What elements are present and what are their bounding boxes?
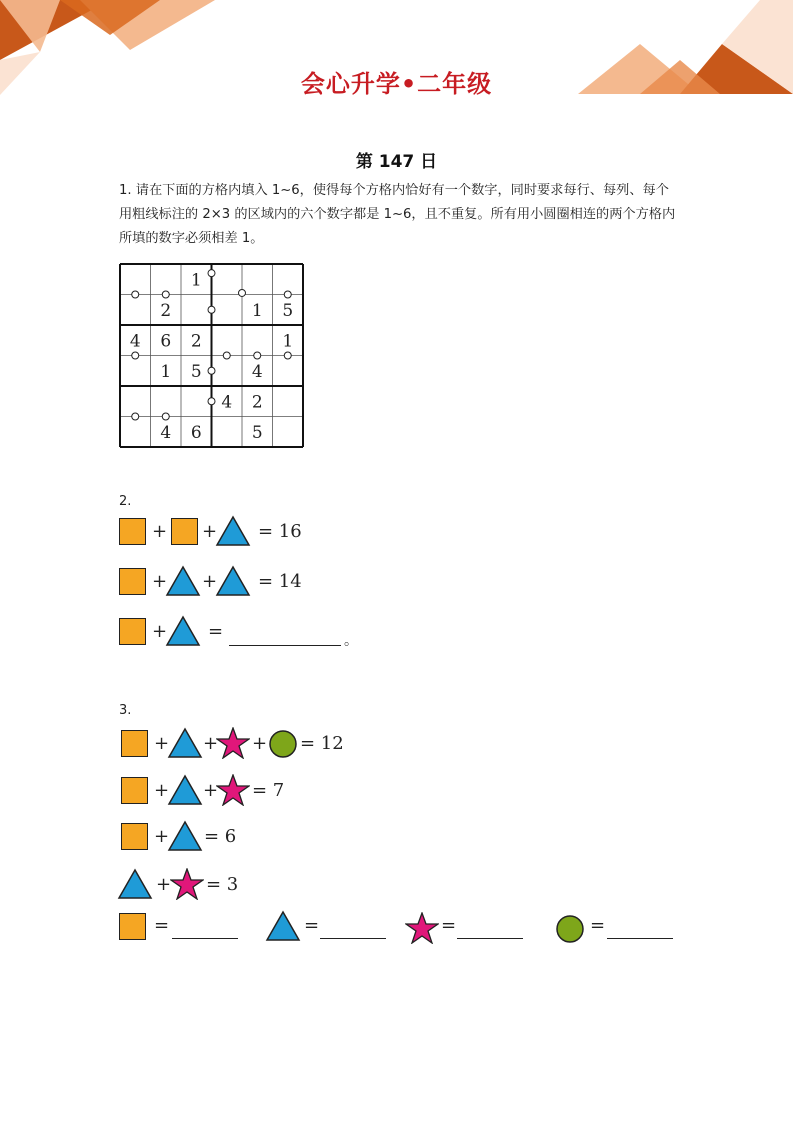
- plus-sign: +: [154, 826, 170, 847]
- grid-cell[interactable]: [212, 356, 243, 387]
- grid-cell[interactable]: [242, 325, 273, 356]
- grid-cell[interactable]: [181, 386, 212, 417]
- grid-number: 2: [160, 300, 172, 321]
- grid-number: 4: [221, 392, 233, 413]
- triangle-icon: [167, 774, 203, 806]
- grid-cell[interactable]: [273, 356, 304, 387]
- grid-cell[interactable]: [181, 295, 212, 326]
- equation-result: = 3: [206, 874, 239, 895]
- grid-cell[interactable]: [120, 417, 151, 448]
- square-icon: [121, 823, 148, 850]
- plus-sign: +: [203, 733, 219, 754]
- equation-result: = 16: [258, 521, 302, 542]
- equals-sign: =: [154, 915, 170, 936]
- grid-cell[interactable]: [212, 264, 243, 295]
- grid-number: 4: [160, 422, 172, 443]
- triangle-icon: [165, 615, 201, 647]
- period-mark: 。: [344, 633, 358, 649]
- grid-cell[interactable]: [120, 386, 151, 417]
- grid-number: 1: [160, 361, 172, 382]
- brand-title: 会心升学•二年级: [300, 70, 493, 98]
- triangle-icon: [165, 565, 201, 597]
- connector-dot: [284, 291, 291, 298]
- connector-dot: [208, 367, 215, 374]
- grid-number: 5: [190, 361, 202, 382]
- answer-blank[interactable]: [229, 645, 341, 646]
- plus-sign: +: [203, 780, 219, 801]
- grid-cell[interactable]: [120, 356, 151, 387]
- connector-dot: [162, 291, 169, 298]
- square-icon: [119, 568, 146, 595]
- grid-number: 6: [160, 331, 172, 352]
- grid-cell[interactable]: [120, 295, 151, 326]
- connector-dot: [132, 413, 139, 420]
- grid-number: 6: [190, 422, 202, 443]
- grid-number: 1: [251, 300, 263, 321]
- grid-cell[interactable]: [151, 386, 182, 417]
- connector-dot: [284, 352, 291, 359]
- grid-cell[interactable]: [151, 264, 182, 295]
- plus-sign: +: [252, 733, 268, 754]
- plus-sign: +: [152, 621, 168, 642]
- answer-blank-triangle[interactable]: [320, 938, 386, 939]
- question-3-label: 3.: [119, 703, 132, 718]
- grid-cell[interactable]: [212, 295, 243, 326]
- grid-cell[interactable]: [120, 264, 151, 295]
- triangle-icon: [167, 727, 203, 759]
- connector-dot: [208, 270, 215, 277]
- grid-number: 2: [251, 392, 263, 413]
- circle-icon: [555, 914, 585, 944]
- answer-blank-star[interactable]: [457, 938, 523, 939]
- connector-dot: [162, 413, 169, 420]
- connector-dot: [239, 289, 246, 296]
- star-icon: [405, 912, 439, 944]
- star-icon: [216, 774, 250, 806]
- star-icon: [170, 868, 204, 900]
- square-icon: [119, 913, 146, 940]
- plus-sign: +: [154, 733, 170, 754]
- connector-dot: [132, 291, 139, 298]
- square-icon: [119, 518, 146, 545]
- equation-result: = 12: [300, 733, 344, 754]
- plus-sign: +: [152, 521, 168, 542]
- grid-number: 4: [251, 361, 263, 382]
- grid-number: 5: [251, 422, 263, 443]
- triangle-icon: [265, 910, 301, 942]
- question-1-text: 1. 请在下面的方格内填入 1~6，使得每个方格内恰好有一个数字，同时要求每行、每列、每个用粗线标注的 2×3 的区域内的六个数字都是 1~6，且不重复。所有用小圆圈相连的两个方格内所填的数字必须相差 1。: [119, 183, 676, 246]
- triangle-icon: [215, 565, 251, 597]
- grid-cell[interactable]: [273, 386, 304, 417]
- equals-sign: =: [441, 915, 457, 936]
- plus-sign: +: [202, 571, 218, 592]
- grid-number: 4: [129, 331, 141, 352]
- triangle-icon: [215, 515, 251, 547]
- grid-number: 2: [190, 331, 202, 352]
- square-icon: [171, 518, 198, 545]
- circle-icon: [268, 729, 298, 759]
- plus-sign: +: [152, 571, 168, 592]
- grid-cell[interactable]: [212, 325, 243, 356]
- answer-blank-square[interactable]: [172, 938, 238, 939]
- plus-sign: +: [202, 521, 218, 542]
- triangle-icon: [167, 820, 203, 852]
- plus-sign: +: [156, 874, 172, 895]
- grid-cell[interactable]: [242, 264, 273, 295]
- connector-dot: [223, 352, 230, 359]
- grid-cell[interactable]: [212, 417, 243, 448]
- equation-result: = 7: [252, 780, 285, 801]
- grid-number: 1: [190, 270, 202, 291]
- connector-dot: [254, 352, 261, 359]
- connector-dot: [132, 352, 139, 359]
- plus-sign: +: [154, 780, 170, 801]
- square-icon: [119, 618, 146, 645]
- equals-sign: =: [590, 915, 606, 936]
- grid-cell[interactable]: [273, 417, 304, 448]
- grid-cell[interactable]: [273, 264, 304, 295]
- answer-blank-circle[interactable]: [607, 938, 673, 939]
- equation-result: = 14: [258, 571, 302, 592]
- square-icon: [121, 730, 148, 757]
- equation-result: = 6: [204, 826, 237, 847]
- equals-sign: =: [304, 915, 320, 936]
- square-icon: [121, 777, 148, 804]
- grid-number: 5: [282, 300, 294, 321]
- equals-sign: =: [208, 621, 224, 642]
- star-icon: [216, 727, 250, 759]
- question-2-label: 2.: [119, 494, 132, 509]
- page-title: 第 147 日: [355, 152, 438, 172]
- triangle-icon: [117, 868, 153, 900]
- connector-dot: [208, 398, 215, 405]
- grid-number: 1: [282, 331, 294, 352]
- connector-dot: [208, 306, 215, 313]
- sudoku-grid: [119, 263, 305, 448]
